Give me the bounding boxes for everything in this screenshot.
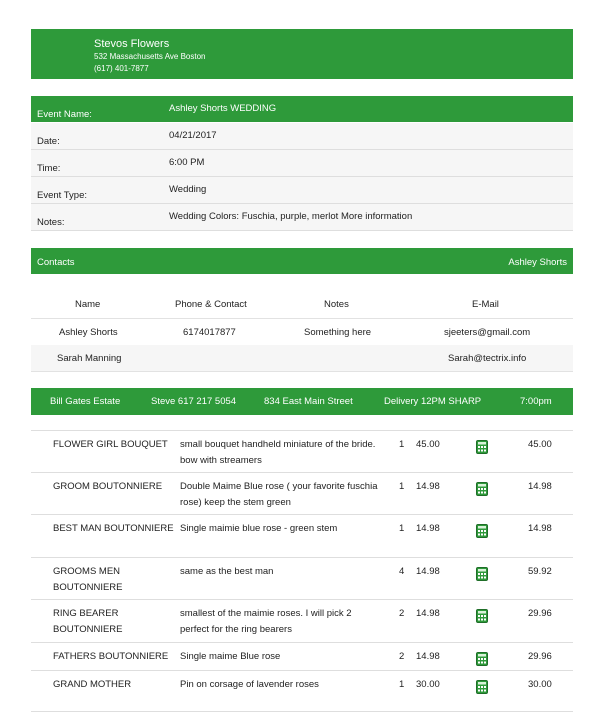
event-row-type <box>31 177 573 204</box>
contacts-col-phone: Phone & Contact <box>175 299 247 310</box>
contacts-col-name: Name <box>75 299 101 310</box>
event-row-date <box>31 123 573 150</box>
list-item <box>31 671 573 712</box>
item-price: 14.98 <box>416 651 440 662</box>
contact-notes: Something here <box>304 327 372 338</box>
calculator-icon[interactable] <box>476 680 488 694</box>
item-description: Single maimie blue rose - green stem <box>180 523 338 534</box>
item-price: 14.98 <box>416 523 440 534</box>
list-item <box>31 473 573 515</box>
calculator-icon[interactable] <box>476 609 488 623</box>
item-price: 14.98 <box>416 481 440 492</box>
contacts-title: Contacts <box>37 257 75 268</box>
item-qty: 2 <box>399 608 405 619</box>
delivery-venue: Bill Gates Estate <box>50 396 121 407</box>
item-description: Double Maime Blue rose ( your favorite fuschia rose) keep the stem green <box>180 481 378 508</box>
list-item <box>31 600 573 643</box>
item-total: 29.96 <box>528 608 552 619</box>
contact-row <box>31 345 573 372</box>
list-item <box>31 515 573 558</box>
item-description: Single maime Blue rose <box>180 651 281 662</box>
company-header <box>31 29 573 79</box>
item-name: RING BEARER BOUTONNIERE <box>53 608 123 635</box>
item-total: 45.00 <box>528 439 552 450</box>
item-name: GROOMS MEN BOUTONNIERE <box>53 566 123 593</box>
item-name: GROOM BOUTONNIERE <box>53 481 163 492</box>
contacts-col-email: E-Mail <box>472 299 499 310</box>
delivery-address: 834 East Main Street <box>264 396 353 407</box>
item-qty: 1 <box>399 481 405 492</box>
item-name: GRAND MOTHER <box>53 679 132 690</box>
item-description: smallest of the maimie roses. I will pick 2 perfect for the ring bearers <box>180 608 352 635</box>
item-price: 14.98 <box>416 566 440 577</box>
item-description: small bouquet handheld miniature of the bride. bow with streamers <box>180 439 376 466</box>
item-qty: 1 <box>399 679 405 690</box>
item-price: 14.98 <box>416 608 440 619</box>
delivery-contact: Steve 617 217 5054 <box>151 396 237 407</box>
item-name: FLOWER GIRL BOUQUET <box>53 439 168 450</box>
item-total: 30.00 <box>528 679 552 690</box>
calculator-icon[interactable] <box>476 524 488 538</box>
event-notes-value: Wedding Colors: Fuschia, purple, merlot More information <box>169 211 413 222</box>
list-item <box>31 558 573 600</box>
calculator-icon[interactable] <box>476 482 488 496</box>
item-total: 14.98 <box>528 481 552 492</box>
item-qty: 2 <box>399 651 405 662</box>
items-list <box>31 430 573 690</box>
item-qty: 4 <box>399 566 405 577</box>
item-description: same as the best man <box>180 566 274 577</box>
item-total: 59.92 <box>528 566 552 577</box>
item-qty: 1 <box>399 439 405 450</box>
event-row-time <box>31 150 573 177</box>
event-row-notes <box>31 204 573 231</box>
list-item <box>31 643 573 671</box>
item-description: Pin on corsage of lavender roses <box>180 679 319 690</box>
contact-name: Ashley Shorts <box>59 327 118 338</box>
calculator-icon[interactable] <box>476 567 488 581</box>
delivery-time: 7:00pm <box>520 396 552 407</box>
event-type-value: Wedding <box>169 184 207 195</box>
item-price: 45.00 <box>416 439 440 450</box>
list-item <box>31 430 573 473</box>
item-qty: 1 <box>399 523 405 534</box>
calculator-icon[interactable] <box>476 652 488 666</box>
company-name: Stevos Flowers <box>94 38 170 50</box>
item-name: FATHERS BOUTONNIERE <box>53 651 169 662</box>
contacts-header-bar <box>31 248 573 274</box>
event-time-value: 6:00 PM <box>169 157 205 168</box>
delivery-note: Delivery 12PM SHARP <box>384 396 482 407</box>
event-name-value: Ashley Shorts WEDDING <box>169 103 277 114</box>
item-total: 29.96 <box>528 651 552 662</box>
contact-email[interactable]: sjeeters@gmail.com <box>444 327 531 338</box>
item-name: BEST MAN BOUTONNIERE <box>53 523 174 534</box>
contact-row <box>31 318 573 346</box>
event-name-label: Event Name: <box>37 109 92 120</box>
item-price: 30.00 <box>416 679 440 690</box>
contacts-primary-name: Ashley Shorts <box>508 257 567 268</box>
event-row-name <box>31 96 573 122</box>
event-type-label: Event Type: <box>37 190 87 201</box>
event-date-label: Date: <box>37 136 60 147</box>
delivery-bar <box>31 388 573 415</box>
event-notes-label: Notes: <box>37 217 65 228</box>
event-time-label: Time: <box>37 163 61 174</box>
item-total: 14.98 <box>528 523 552 534</box>
contact-phone: 6174017877 <box>183 327 236 338</box>
contacts-col-notes: Notes <box>324 299 349 310</box>
company-phone: (617) 401-7877 <box>94 64 149 73</box>
contact-email[interactable]: Sarah@tectrix.info <box>448 353 527 364</box>
contact-name: Sarah Manning <box>57 353 122 364</box>
company-address: 532 Massachusetts Ave Boston <box>94 52 206 61</box>
calculator-icon[interactable] <box>476 440 488 454</box>
event-date-value: 04/21/2017 <box>169 130 217 141</box>
